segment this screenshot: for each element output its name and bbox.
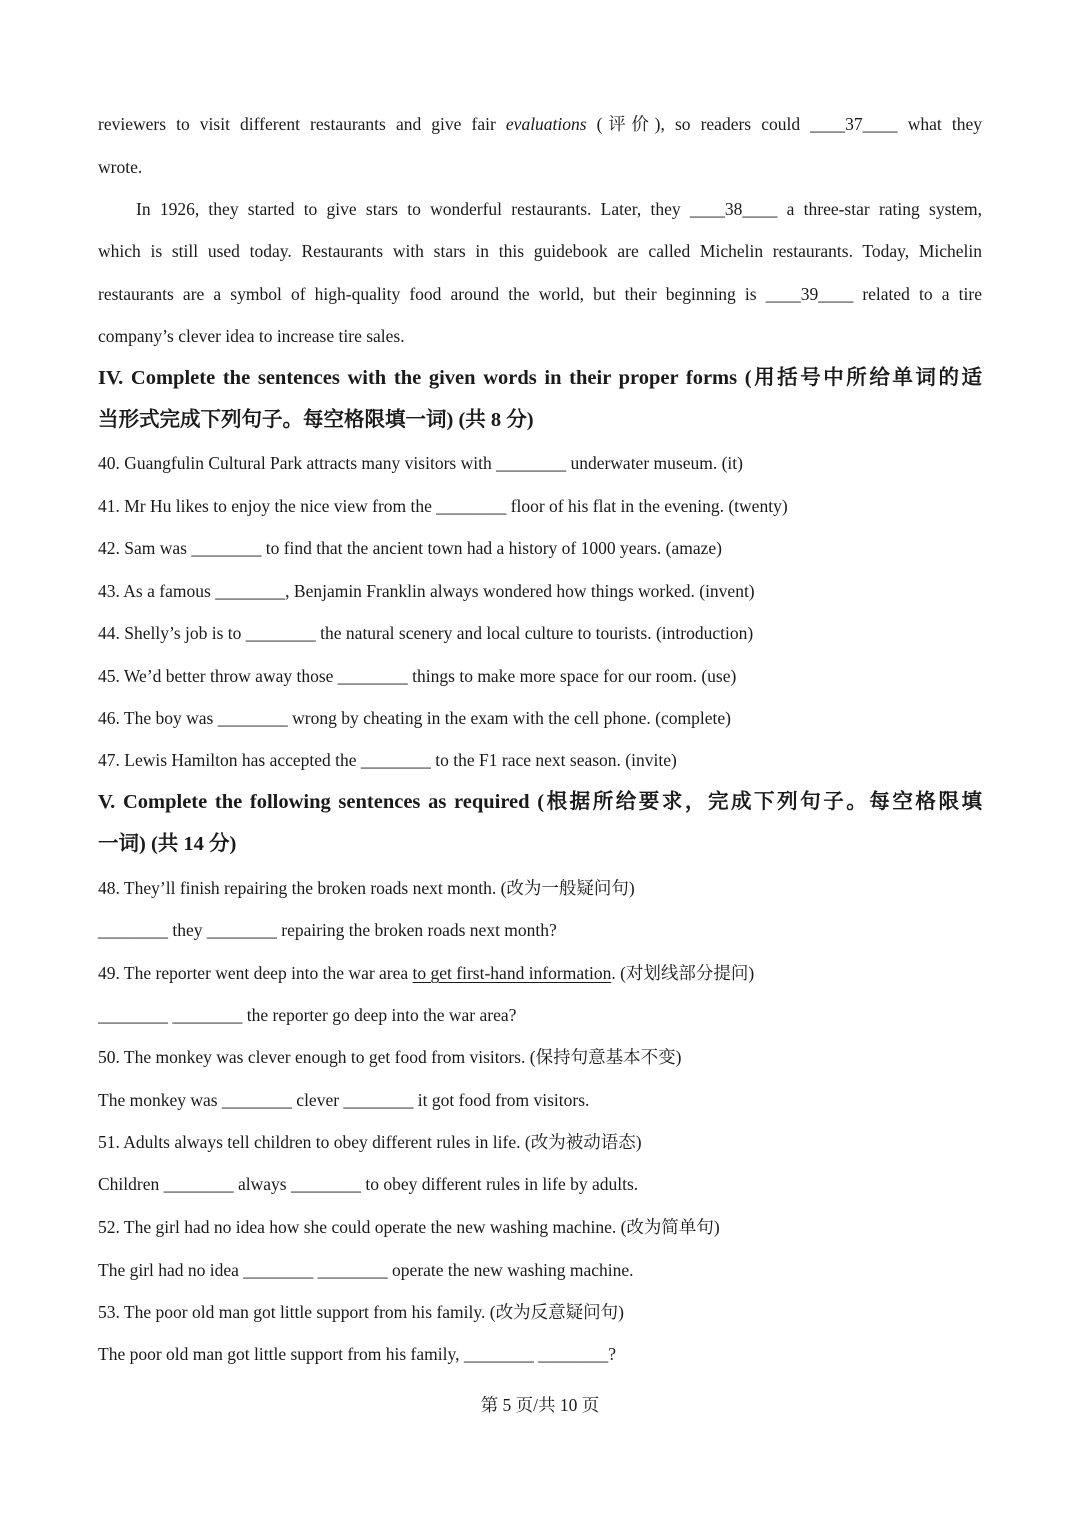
answer-52: The girl had no idea ________ ________ operate the new washing machine. [98, 1260, 634, 1280]
passage-line-3: In 1926, they started to give stars to wonderful restaurants. Later, they ____38____ a three-star rating system, [136, 199, 982, 219]
passage-line-1: reviewers to visit different restaurants and give fair evaluations (评价), so readers could ____37____ what they [98, 114, 983, 134]
passage-line-6: company’s clever idea to increase tire sales. [98, 326, 405, 346]
question-53: 53. The poor old man got little support from his family. (改为反意疑问句) [98, 1302, 624, 1322]
underlined-phrase: to get first-hand information [412, 963, 612, 983]
question-47: 47. Lewis Hamilton has accepted the ________ to the F1 race next season. (invite) [98, 750, 677, 770]
question-42: 42. Sam was ________ to find that the ancient town had a history of 1000 years. (amaze) [98, 538, 723, 558]
passage-line-2: wrote. [98, 157, 143, 177]
question-45: 45. We’d better throw away those ________ things to make more space for our room. (use) [98, 666, 737, 686]
evaluations-word: evaluations [505, 114, 587, 134]
question-40: 40. Guangfulin Cultural Park attracts many visitors with ________ underwater museum. (it) [98, 453, 743, 473]
answer-49: ________ ________ the reporter go deep into the war area? [98, 1005, 517, 1025]
question-51: 51. Adults always tell children to obey different rules in life. (改为被动语态) [98, 1132, 642, 1152]
question-52: 52. The girl had no idea how she could operate the new washing machine. (改为简单句) [98, 1217, 720, 1237]
answer-50: The monkey was ________ clever ________ it got food from visitors. [98, 1090, 590, 1110]
section-4-heading-line-1: IV. Complete the sentences with the given words in their proper forms (用括号中所给单词的适 [98, 367, 982, 389]
passage-line-5: restaurants are a symbol of high-quality food around the world, but their beginning is ____39____ related to a tire [98, 284, 982, 304]
blank-37[interactable]: ____37____ [810, 114, 898, 134]
section-5-heading-line-1: V. Complete the following sentences as required (根据所给要求，完成下列句子。每空格限填 [98, 791, 982, 813]
section-5-heading-line-2: 一词) (共 14 分) [98, 833, 237, 855]
answer-48: ________ they ________ repairing the broken roads next month? [98, 920, 557, 940]
answer-53: The poor old man got little support from his family, ________ ________? [98, 1344, 616, 1364]
question-48: 48. They’ll finish repairing the broken roads next month. (改为一般疑问句) [98, 878, 635, 898]
section-4-heading-line-2: 当形式完成下列句子。每空格限填一词) (共 8 分) [98, 409, 534, 431]
passage-line-4: which is still used today. Restaurants with stars in this guidebook are called Michelin restaurants. Today, Michelin [98, 241, 982, 261]
question-50: 50. The monkey was clever enough to get food from visitors. (保持句意基本不变) [98, 1047, 682, 1067]
question-43: 43. As a famous ________, Benjamin Franklin always wondered how things worked. (invent) [98, 581, 755, 601]
question-44: 44. Shelly’s job is to ________ the natural scenery and local culture to tourists. (introduction) [98, 623, 754, 643]
blank-38[interactable]: ____38____ [689, 199, 778, 219]
answer-51: Children ________ always ________ to obey different rules in life by adults. [98, 1174, 639, 1194]
question-41: 41. Mr Hu likes to enjoy the nice view from the ________ floor of his flat in the evening. (twenty) [98, 496, 788, 516]
page-footer: 第 5 页/共 10 页 [480, 1395, 600, 1415]
blank-39[interactable]: ____39____ [765, 284, 854, 304]
question-49: 49. The reporter went deep into the war area to get first-hand information. (对划线部分提问) [98, 963, 755, 983]
question-46: 46. The boy was ________ wrong by cheating in the exam with the cell phone. (complete) [98, 708, 731, 728]
